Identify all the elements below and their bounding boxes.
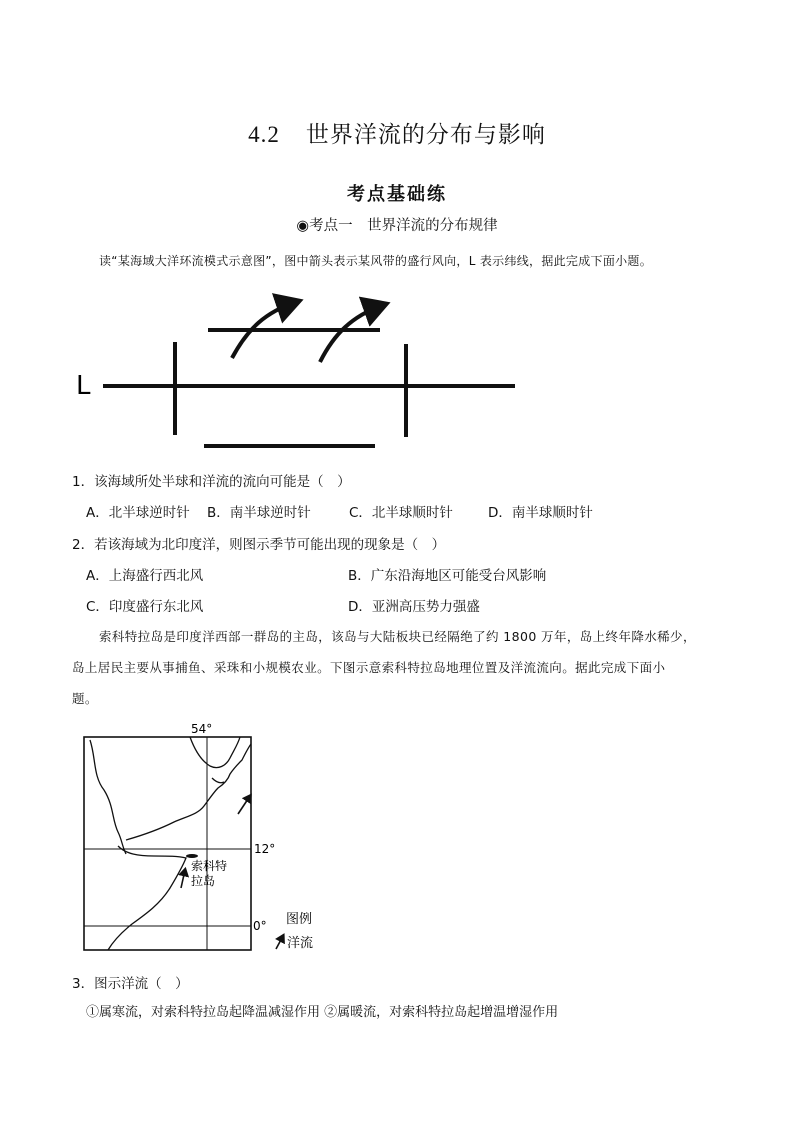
map-frame (84, 737, 251, 950)
question-3-stem: 3．图示洋流（ ） (72, 976, 189, 992)
passage-line-2: 岛上居民主要从事捕鱼、采珠和小规模农业。下图示意索科特拉岛地理位置及洋流流向。据此完成下面小 (72, 660, 666, 675)
wind-arrow-right (320, 305, 383, 362)
gulf-coast (190, 737, 240, 768)
horn-of-africa-coast (108, 846, 186, 950)
socotra-island (186, 854, 198, 858)
page-title (0, 116, 794, 149)
q2-option-a: A．上海盛行西北风 (86, 568, 204, 584)
question-2-stem: 2．若该海域为北印度洋，则图示季节可能出现的现象是（ ） (72, 537, 446, 553)
q2-option-c: C．印度盛行东北风 (86, 599, 204, 615)
title-text: 世界洋流的分布与影响 (305, 122, 546, 148)
legend-item: 洋流 (287, 936, 314, 951)
socotra-map-figure (78, 718, 328, 958)
q1-option-b: B．南半球逆时针 (207, 505, 311, 521)
current-arrow-north (238, 796, 250, 814)
q2-option-d: D．亚洲高压势力强盛 (348, 599, 480, 615)
title-number: 4.2 (248, 122, 280, 147)
legend-current-icon (276, 936, 283, 949)
q1-option-c: C．北半球顺时针 (349, 505, 453, 521)
intro-text: 读“某海域大洋环流模式示意图”，图中箭头表示某风带的盛行风向，L 表示纬线，据此完成下面小题。 (99, 254, 653, 268)
label-lat-0: 0° (253, 919, 267, 933)
africa-coast-north (90, 740, 126, 854)
island-label-2: 拉岛 (191, 874, 216, 888)
label-L: L (76, 371, 91, 401)
point-heading: ◉考点一 世界洋流的分布规律 (296, 218, 498, 234)
oman-tip (212, 778, 224, 783)
island-label-1: 索科特 (191, 859, 228, 873)
label-lat-12: 12° (254, 842, 276, 856)
q1-option-a: A．北半球逆时针 (86, 505, 190, 521)
current-arrow-socotra (181, 870, 185, 888)
passage-line-1: 索科特拉岛是印度洋西部一群岛的主岛，该岛与大陆板块已经隔绝了约 1800 万年，岛上终年降水稀少， (99, 629, 696, 644)
ocean-circulation-figure (70, 290, 530, 450)
arabia-south-coast (126, 744, 251, 840)
legend-title: 图例 (286, 912, 313, 927)
passage-line-3: 题。 (72, 691, 98, 706)
section-heading: 考点基础练 (347, 184, 447, 205)
q3-options-line: ①属寒流，对索科特拉岛起降温减湿作用 ②属暖流，对索科特拉岛起增温增湿作用 (86, 1005, 559, 1020)
label-lon-54: 54° (191, 722, 213, 736)
q2-option-b: B．广东沿海地区可能受台风影响 (348, 568, 547, 584)
question-1-stem: 1．该海域所处半球和洋流的流向可能是（ ） (72, 474, 351, 490)
q1-option-d: D．南半球顺时针 (488, 505, 593, 521)
